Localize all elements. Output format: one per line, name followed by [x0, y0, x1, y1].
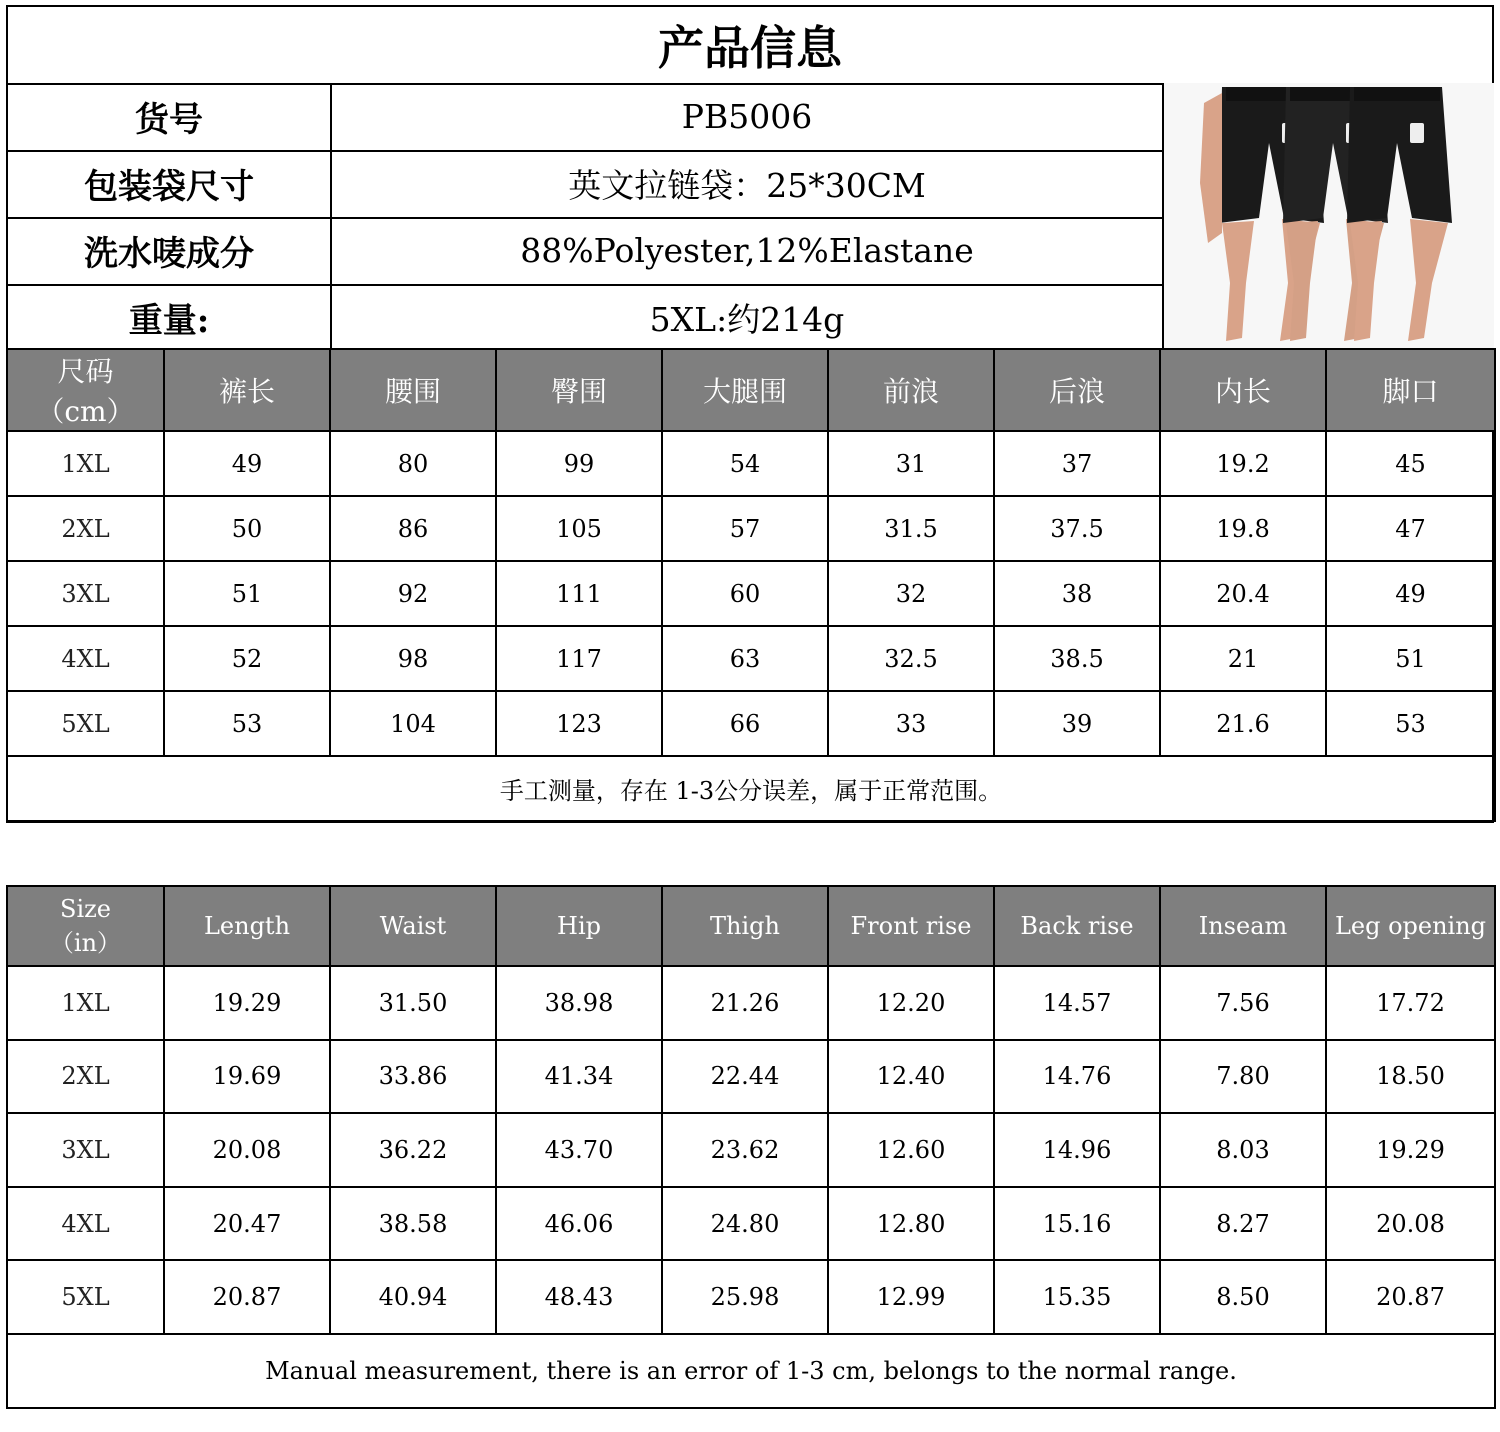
measurement-cell: 15.35 — [994, 1260, 1160, 1334]
measurement-cell: 80 — [330, 431, 496, 496]
measurement-cell: 54 — [662, 431, 828, 496]
measurement-cell: 12.40 — [828, 1040, 994, 1114]
size-label-cell: 3XL — [7, 1113, 164, 1187]
measurement-cell: 33.86 — [330, 1040, 496, 1114]
measurement-cell: 12.60 — [828, 1113, 994, 1187]
size-label-cell: 3XL — [7, 561, 164, 626]
measurement-cell: 60 — [662, 561, 828, 626]
measurement-cell: 104 — [330, 691, 496, 756]
table-row — [7, 496, 1495, 561]
measurement-cell: 8.03 — [1160, 1113, 1326, 1187]
corner-line: Size — [60, 894, 111, 923]
measurement-cell: 50 — [164, 496, 330, 561]
meta-label: 重量: — [8, 284, 332, 351]
measurement-cell: 12.99 — [828, 1260, 994, 1334]
meta-label: 洗水唛成分 — [8, 217, 332, 284]
corner-line: （cm） — [36, 395, 135, 428]
size-table-in — [6, 885, 1496, 1409]
measurement-cell: 98 — [330, 626, 496, 691]
meta-row-item-number — [8, 83, 1162, 152]
meta-value: PB5006 — [681, 97, 813, 136]
measurement-note: 手工测量，存在 1-3公分误差，属于正常范围。 — [7, 756, 1495, 821]
size-table-cm — [6, 348, 1496, 822]
meta-row-bag-size — [8, 150, 1162, 219]
column-header: Thigh — [662, 886, 828, 966]
measurement-cell: 37 — [994, 431, 1160, 496]
measurement-cell: 20.87 — [164, 1260, 330, 1334]
column-header: 脚口 — [1326, 349, 1495, 431]
meta-value: 5XL:约214g — [649, 300, 845, 339]
column-header: 腰围 — [330, 349, 496, 431]
meta-label: 货号 — [8, 83, 332, 150]
size-label-cell: 4XL — [7, 1187, 164, 1261]
measurement-cell: 37.5 — [994, 496, 1160, 561]
cm-table-body — [7, 431, 1495, 756]
measurement-cell: 117 — [496, 626, 662, 691]
measurement-note: Manual measurement, there is an error of 1-3 cm, belongs to the normal range. — [7, 1334, 1495, 1408]
measurement-cell: 38 — [994, 561, 1160, 626]
corner-line: 尺码 — [57, 355, 114, 388]
measurement-cell: 57 — [662, 496, 828, 561]
measurement-cell: 40.94 — [330, 1260, 496, 1334]
measurement-cell: 51 — [164, 561, 330, 626]
measurement-cell: 36.22 — [330, 1113, 496, 1187]
measurement-cell: 7.56 — [1160, 966, 1326, 1040]
measurement-cell: 49 — [1326, 561, 1495, 626]
in-table-body — [7, 966, 1495, 1334]
measurement-cell: 86 — [330, 496, 496, 561]
column-header: Leg opening — [1326, 886, 1495, 966]
measurement-cell: 63 — [662, 626, 828, 691]
size-label-cell: 4XL — [7, 626, 164, 691]
measurement-cell: 21.6 — [1160, 691, 1326, 756]
column-header: 大腿围 — [662, 349, 828, 431]
measurement-cell: 41.34 — [496, 1040, 662, 1114]
model-figure — [1347, 87, 1452, 341]
measurement-cell: 8.27 — [1160, 1187, 1326, 1261]
measurement-cell: 53 — [1326, 691, 1495, 756]
meta-value: 英文拉链袋：25*30CM — [568, 166, 926, 205]
meta-row-composition — [8, 217, 1162, 286]
measurement-cell: 21 — [1160, 626, 1326, 691]
table-row — [7, 561, 1495, 626]
measurement-cell: 18.50 — [1326, 1040, 1495, 1114]
measurement-cell: 45 — [1326, 431, 1495, 496]
column-header: 前浪 — [828, 349, 994, 431]
table-header-row — [7, 349, 1495, 431]
three-models-black-shorts-image — [1164, 83, 1494, 351]
measurement-cell: 20.47 — [164, 1187, 330, 1261]
measurement-cell: 8.50 — [1160, 1260, 1326, 1334]
measurement-cell: 19.8 — [1160, 496, 1326, 561]
measurement-cell: 39 — [994, 691, 1160, 756]
measurement-cell: 14.57 — [994, 966, 1160, 1040]
measurement-cell: 17.72 — [1326, 966, 1495, 1040]
column-header: Waist — [330, 886, 496, 966]
measurement-cell: 12.20 — [828, 966, 994, 1040]
measurement-cell: 38.98 — [496, 966, 662, 1040]
measurement-cell: 12.80 — [828, 1187, 994, 1261]
measurement-cell: 19.69 — [164, 1040, 330, 1114]
table-row — [7, 1113, 1495, 1187]
measurement-cell: 31.50 — [330, 966, 496, 1040]
measurement-cell: 38.58 — [330, 1187, 496, 1261]
measurement-cell: 20.08 — [1326, 1187, 1495, 1261]
column-header: 内长 — [1160, 349, 1326, 431]
measurement-cell: 14.76 — [994, 1040, 1160, 1114]
measurement-cell: 7.80 — [1160, 1040, 1326, 1114]
column-header: 臀围 — [496, 349, 662, 431]
measurement-cell: 105 — [496, 496, 662, 561]
measurement-cell: 20.08 — [164, 1113, 330, 1187]
table-row — [7, 626, 1495, 691]
measurement-cell: 19.2 — [1160, 431, 1326, 496]
column-header: Front rise — [828, 886, 994, 966]
measurement-cell: 48.43 — [496, 1260, 662, 1334]
measurement-cell: 66 — [662, 691, 828, 756]
measurement-cell: 14.96 — [994, 1113, 1160, 1187]
meta-value: 88%Polyester,12%Elastane — [520, 231, 974, 270]
column-header: 后浪 — [994, 349, 1160, 431]
column-header: Back rise — [994, 886, 1160, 966]
measurement-cell: 19.29 — [164, 966, 330, 1040]
measurement-cell: 53 — [164, 691, 330, 756]
product-photo — [1162, 83, 1494, 353]
column-header: 裤长 — [164, 349, 330, 431]
size-label-cell: 5XL — [7, 1260, 164, 1334]
measurement-cell: 46.06 — [496, 1187, 662, 1261]
table-note-row — [7, 1334, 1495, 1408]
measurement-cell: 32 — [828, 561, 994, 626]
measurement-cell: 22.44 — [662, 1040, 828, 1114]
meta-row-weight — [8, 284, 1162, 353]
measurement-cell: 32.5 — [828, 626, 994, 691]
page-title: 产品信息 — [8, 7, 1492, 85]
corner-line: （in） — [49, 928, 122, 957]
size-corner-header — [7, 349, 164, 431]
measurement-cell: 25.98 — [662, 1260, 828, 1334]
measurement-cell: 31.5 — [828, 496, 994, 561]
measurement-cell: 20.4 — [1160, 561, 1326, 626]
measurement-cell: 19.29 — [1326, 1113, 1495, 1187]
table-row — [7, 1187, 1495, 1261]
measurement-cell: 49 — [164, 431, 330, 496]
meta-label: 包装袋尺寸 — [8, 150, 332, 217]
measurement-cell: 43.70 — [496, 1113, 662, 1187]
measurement-cell: 38.5 — [994, 626, 1160, 691]
table-header-row — [7, 886, 1495, 966]
measurement-cell: 33 — [828, 691, 994, 756]
column-header: Length — [164, 886, 330, 966]
measurement-cell: 20.87 — [1326, 1260, 1495, 1334]
measurement-cell: 52 — [164, 626, 330, 691]
column-header: Hip — [496, 886, 662, 966]
size-label-cell: 2XL — [7, 1040, 164, 1114]
table-row — [7, 1260, 1495, 1334]
table-row — [7, 1040, 1495, 1114]
size-label-cell: 5XL — [7, 691, 164, 756]
measurement-cell: 24.80 — [662, 1187, 828, 1261]
table-row — [7, 966, 1495, 1040]
measurement-cell: 21.26 — [662, 966, 828, 1040]
size-label-cell: 1XL — [7, 431, 164, 496]
measurement-cell: 15.16 — [994, 1187, 1160, 1261]
measurement-cell: 51 — [1326, 626, 1495, 691]
table-row — [7, 691, 1495, 756]
table-note-row — [7, 756, 1495, 821]
size-corner-header — [7, 886, 164, 966]
measurement-cell: 99 — [496, 431, 662, 496]
size-label-cell: 1XL — [7, 966, 164, 1040]
column-header: Inseam — [1160, 886, 1326, 966]
measurement-cell: 123 — [496, 691, 662, 756]
measurement-cell: 111 — [496, 561, 662, 626]
measurement-cell: 92 — [330, 561, 496, 626]
measurement-cell: 31 — [828, 431, 994, 496]
measurement-cell: 23.62 — [662, 1113, 828, 1187]
measurement-cell: 47 — [1326, 496, 1495, 561]
table-row — [7, 431, 1495, 496]
size-label-cell: 2XL — [7, 496, 164, 561]
